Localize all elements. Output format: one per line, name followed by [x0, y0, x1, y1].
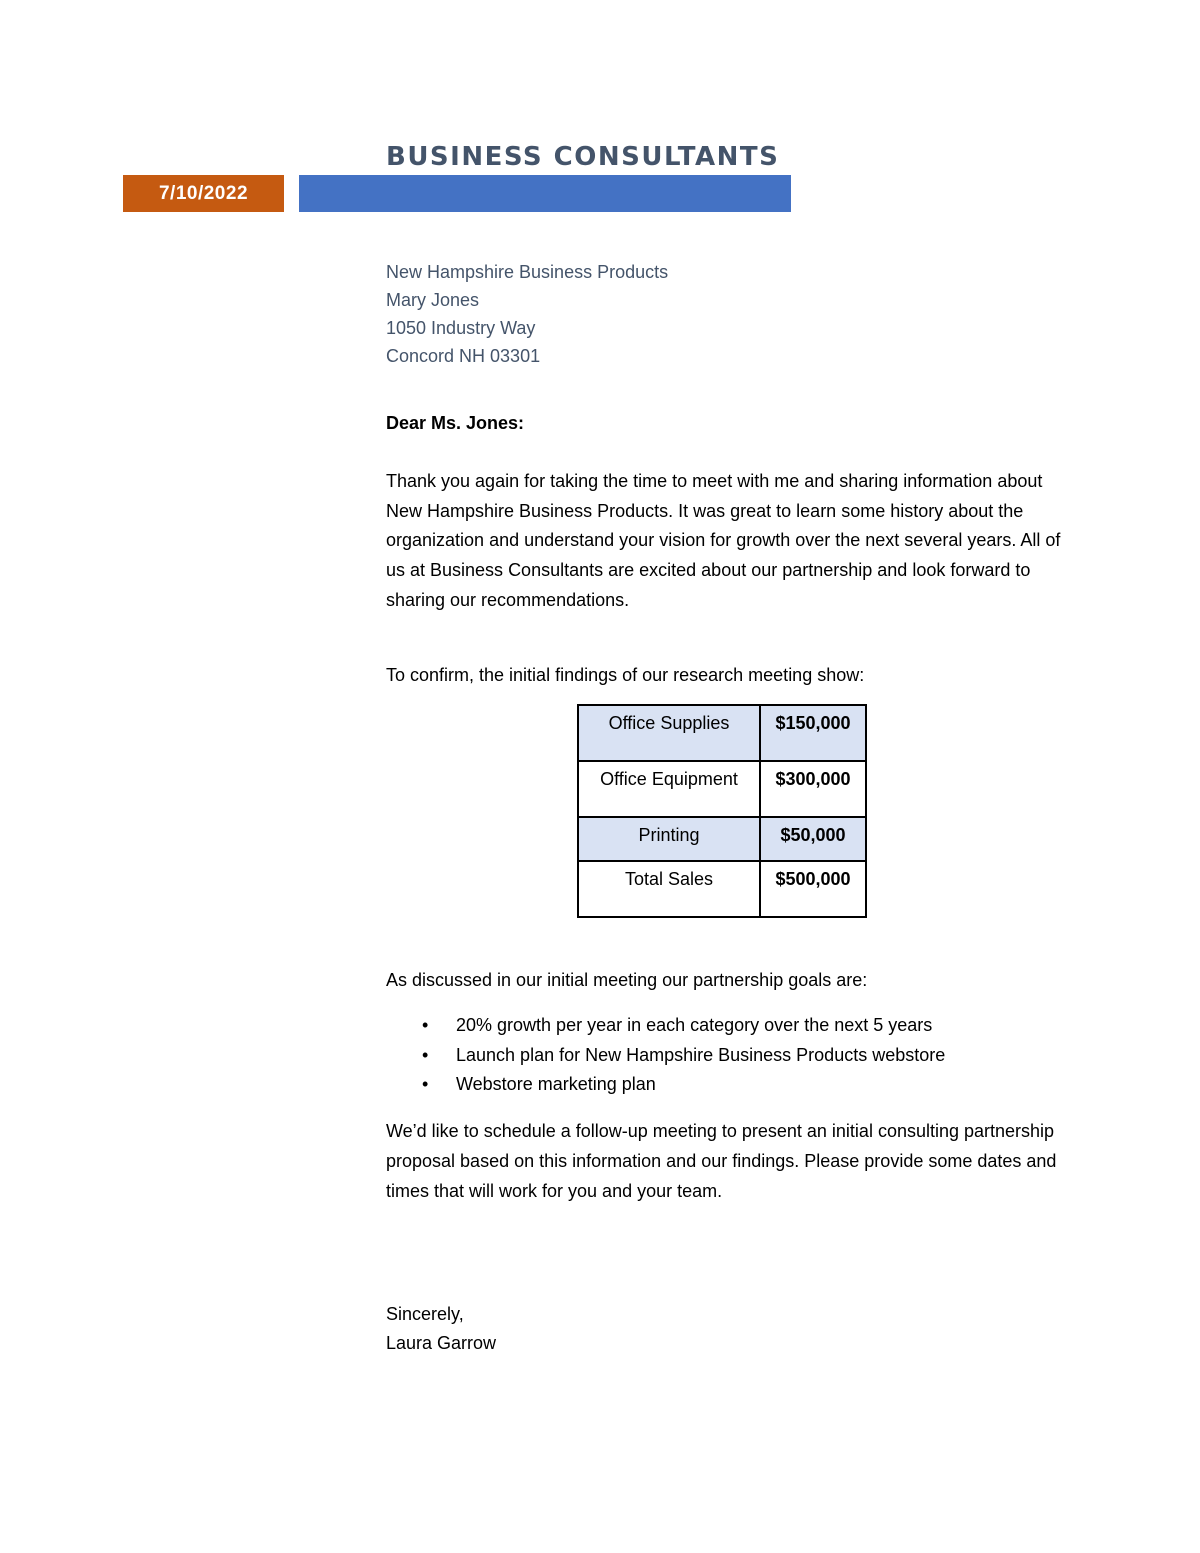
table-row	[578, 705, 866, 761]
recipient-company: New Hampshire Business Products	[386, 262, 669, 282]
table-cell-value: $500,000	[760, 861, 866, 917]
bullet-icon: •	[422, 1015, 429, 1035]
table-cell-value: $150,000	[760, 705, 866, 761]
letter-date: 7/10/2022	[158, 182, 249, 204]
goal-text: Webstore marketing plan	[456, 1074, 656, 1095]
table-cell-category: Office Equipment	[578, 761, 760, 817]
list-item	[386, 1070, 1076, 1100]
goals-list	[386, 1011, 1076, 1100]
table-cell-value: $50,000	[760, 817, 866, 861]
recipient-address	[386, 258, 1076, 370]
goals-intro-paragraph: As discussed in our initial meeting our partnership goals are:	[386, 970, 868, 990]
bullet-icon: •	[422, 1044, 429, 1065]
confirm-paragraph: To confirm, the initial findings of our research meeting show:	[386, 665, 865, 685]
followup-paragraph: We’d like to schedule a follow-up meeting to present an initial consulting partnership proposal based on this information and our findings. Please provide some dates and times that will work for you and your team.	[386, 1121, 1057, 1201]
closing	[386, 1300, 1076, 1358]
table-cell-category: Printing	[578, 817, 760, 861]
list-item	[386, 1011, 1076, 1041]
recipient-city-state-zip: Concord NH 03301	[386, 346, 541, 366]
company-title: BUSINESS CONSULTANTS	[386, 142, 780, 172]
signoff: Sincerely,	[386, 1304, 464, 1324]
findings-table	[577, 704, 867, 918]
goal-text: 20% growth per year in each category over the next 5 years	[456, 1015, 933, 1035]
signer-name: Laura Garrow	[386, 1333, 497, 1353]
recipient-name: Mary Jones	[386, 290, 480, 310]
intro-paragraph: Thank you again for taking the time to meet with me and sharing information about New Hampshire Business Products. It was great to learn some history about the organization and understand your vision for growth over the next several years. All of us at Business Consultants are excited about our partnership and look forward to sharing our recommendations.	[386, 471, 1061, 610]
header-accent-bar	[299, 175, 791, 212]
table-cell-category: Office Supplies	[578, 705, 760, 761]
table-row	[578, 861, 866, 917]
list-item	[386, 1041, 1076, 1071]
recipient-street: 1050 Industry Way	[386, 318, 536, 338]
salutation: Dear Ms. Jones:	[386, 413, 525, 433]
goal-text: Launch plan for New Hampshire Business Products webstore	[456, 1044, 946, 1065]
table-cell-category: Total Sales	[578, 861, 760, 917]
date-badge	[123, 175, 284, 212]
table-cell-value: $300,000	[760, 761, 866, 817]
table-row	[578, 761, 866, 817]
findings-table-wrap	[577, 704, 867, 918]
bullet-icon: •	[422, 1074, 429, 1095]
table-row	[578, 817, 866, 861]
